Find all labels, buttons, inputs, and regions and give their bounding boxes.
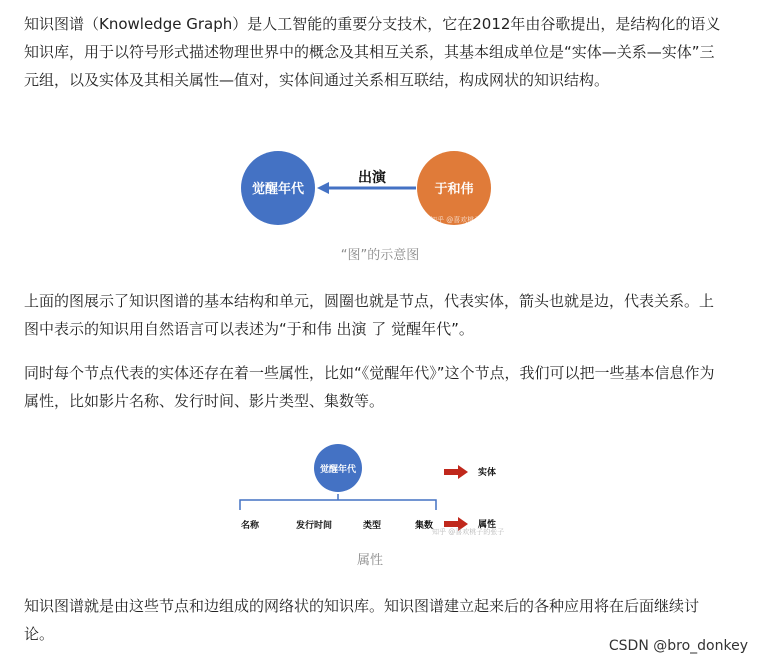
figure-caption: “图”的示意图: [340, 248, 420, 263]
graph-figure: [240, 148, 500, 232]
csdn-watermark: CSDN @bro_donkey: [608, 638, 748, 654]
node-awakening-age-label: 觉醒年代: [319, 465, 357, 475]
legend-entity-label: 实体: [478, 468, 497, 478]
figure-watermark: 知乎 @喜欢桃子的张子: [430, 216, 500, 224]
conclusion-paragraph: 知识图谱就是由这些节点和边组成的网络状的知识库。知识图谱建立起来后的各种应用将在后面继续讨论。: [24, 597, 700, 643]
attribute-name: 名称: [240, 521, 260, 531]
edge-label: 出演: [358, 170, 386, 186]
node-awakening-age-label: 觉醒年代: [251, 182, 305, 197]
attribute-genre: 类型: [362, 521, 382, 531]
intro-paragraph: 知识图谱（Knowledge Graph）是人工智能的重要分支技术，它在2012年由谷歌提出，是结构化的语义知识库，用于以符号形式描述物理世界中的概念及其相互关系，其基本组成单位是“实体—关系—实体”三元组，以及实体及其相关属性—值对，实体间通过关系相互联结，构成网状的知识结构。: [24, 15, 721, 89]
explanation-paragraph: 上面的图展示了知识图谱的基本结构和单元，圆圈也就是节点，代表实体，箭头也就是边，代表关系。上图中表示的知识用自然语言可以表述为“于和伟 出演 了 觉醒年代”。: [24, 292, 715, 338]
attribute-paragraph: 同时每个节点代表的实体还存在着一些属性，比如“《觉醒年代》”这个节点，我们可以把一些基本信息作为属性，比如影片名称、发行时间、影片类型、集数等。: [24, 364, 715, 410]
node-yu-hewei-label: 于和伟: [434, 182, 474, 197]
figure-watermark: 知乎 @喜欢桃子的张子: [432, 528, 505, 536]
attribute-figure: [232, 438, 512, 538]
attribute-episodes: 集数: [414, 521, 434, 531]
edge-arrowhead: [317, 182, 329, 194]
figure-caption: 属性: [356, 553, 383, 568]
legend-entity-arrow: [444, 465, 468, 479]
attribute-release-time: 发行时间: [295, 521, 333, 531]
legend-attribute-label: 属性: [478, 520, 497, 530]
attribute-brace: [240, 494, 436, 510]
